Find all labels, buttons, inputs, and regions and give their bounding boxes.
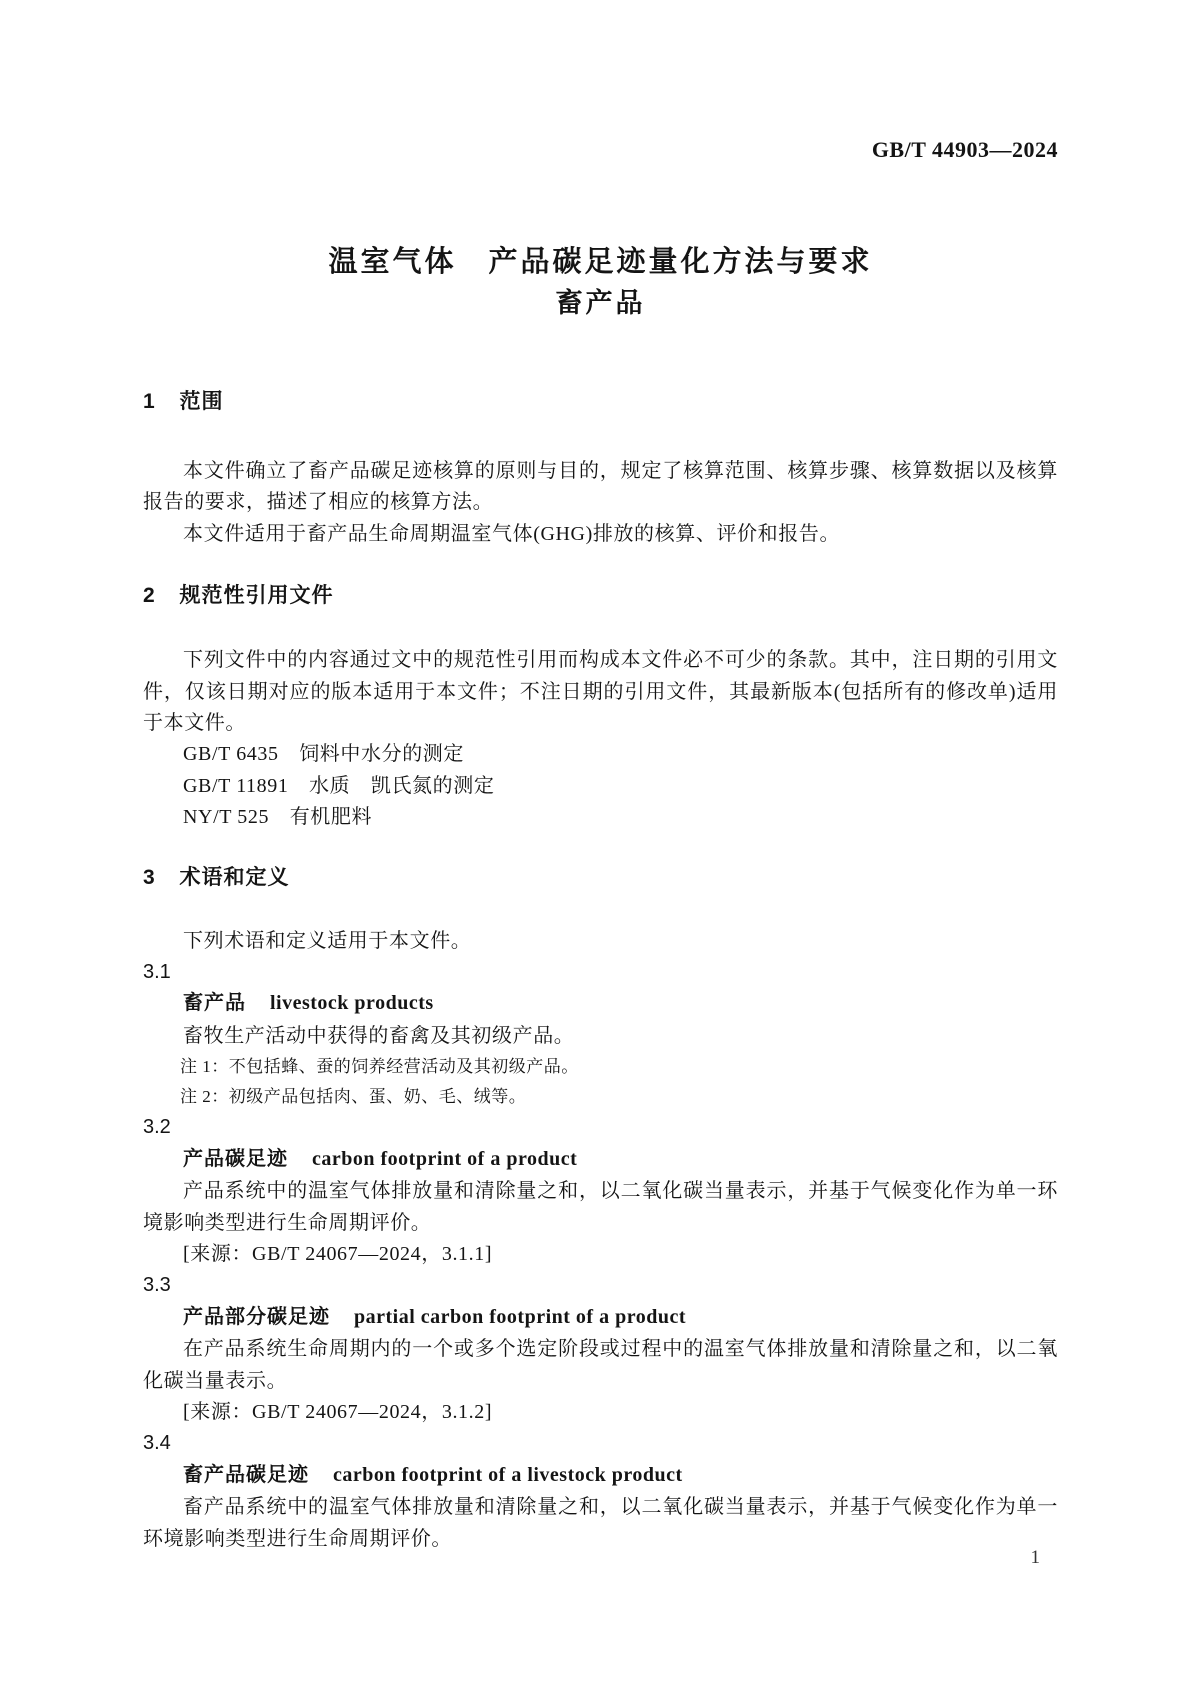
term-zh-label: 产品碳足迹 [183,1147,288,1170]
term-block-3-4 [143,1428,1058,1555]
term-number: 3.1 [143,961,171,984]
document-title: 温室气体 产品碳足迹量化方法与要求 [328,246,873,278]
term-note-2: 注 2：初级产品包括肉、蛋、奶、毛、绒等。 [180,1087,527,1107]
term-note-1: 注 1：不包括蜂、蚕的饲养经营活动及其初级产品。 [180,1057,579,1077]
term-number: 3.3 [143,1274,171,1297]
term-block-3-2 [143,1112,1058,1270]
scope-paragraph-2: 本文件适用于畜产品生命周期温室气体(GHG)排放的核算、评价和报告。 [183,522,841,545]
term-zh-label: 产品部分碳足迹 [183,1305,330,1328]
section-2-label: 规范性引用文件 [179,584,334,608]
section-3-heading [143,866,1058,890]
term-title [183,988,1058,1020]
section-2-heading [143,584,1058,608]
references-list [143,739,1058,833]
section-1-label: 范围 [179,390,224,413]
term-block-3-3 [143,1270,1058,1428]
document-subtitle: 畜产品 [555,288,646,318]
section-1-heading [143,390,1058,414]
term-source: [来源：GB/T 24067—2024，3.1.1] [183,1242,493,1265]
term-title [183,1460,1058,1492]
term-en-label: carbon footprint of a product [312,1147,578,1170]
term-definition: 在产品系统生命周期内的一个或多个选定阶段或过程中的温室气体排放量和清除量之和，以二氧化碳当量表示。 [143,1338,1058,1392]
page-content [143,0,1058,1555]
term-number: 3.4 [143,1432,171,1455]
section-3-number: 3 [143,865,156,889]
reference-item: GB/T 11891 水质 凯氏氮的测定 [183,774,495,797]
term-title [183,1302,1058,1334]
term-definition: 畜产品系统中的温室气体排放量和清除量之和，以二氧化碳当量表示，并基于气候变化作为单一环境影响类型进行生命周期评价。 [143,1496,1058,1550]
term-number: 3.2 [143,1116,171,1139]
section-1-number: 1 [143,390,156,413]
scope-paragraph-1: 本文件确立了畜产品碳足迹核算的原则与目的，规定了核算范围、核算步骤、核算数据以及核算报告的要求，描述了相应的核算方法。 [143,460,1058,514]
terms-intro-paragraph: 下列术语和定义适用于本文件。 [183,929,472,952]
term-title [183,1144,1058,1176]
section-2-number: 2 [143,584,156,608]
normative-references-paragraph: 下列文件中的内容通过文中的规范性引用而构成本文件必不可少的条款。其中，注日期的引用文件，仅该日期对应的版本适用于本文件；不注日期的引用文件，其最新版本(包括所有的修改单)适用于本文件。 [143,649,1058,735]
term-zh-label: 畜产品 [183,992,246,1015]
page-number: 1 [1030,1547,1040,1568]
term-source: [来源：GB/T 24067—2024，3.1.2] [183,1400,493,1423]
term-en-label: carbon footprint of a livestock product [333,1463,683,1486]
reference-item: NY/T 525 有机肥料 [183,806,373,829]
term-zh-label: 畜产品碳足迹 [183,1463,309,1486]
term-en-label: partial carbon footprint of a product [354,1305,687,1328]
term-definition: 产品系统中的温室气体排放量和清除量之和，以二氧化碳当量表示，并基于气候变化作为单一环境影响类型进行生命周期评价。 [143,1180,1058,1234]
reference-item: GB/T 6435 饲料中水分的测定 [183,743,464,766]
term-block-3-1 [143,957,1058,1112]
term-en-label: livestock products [270,992,434,1015]
standard-number: GB/T 44903—2024 [871,137,1058,162]
term-definition: 畜牧生产活动中获得的畜禽及其初级产品。 [183,1024,575,1047]
section-3-label: 术语和定义 [179,865,290,889]
